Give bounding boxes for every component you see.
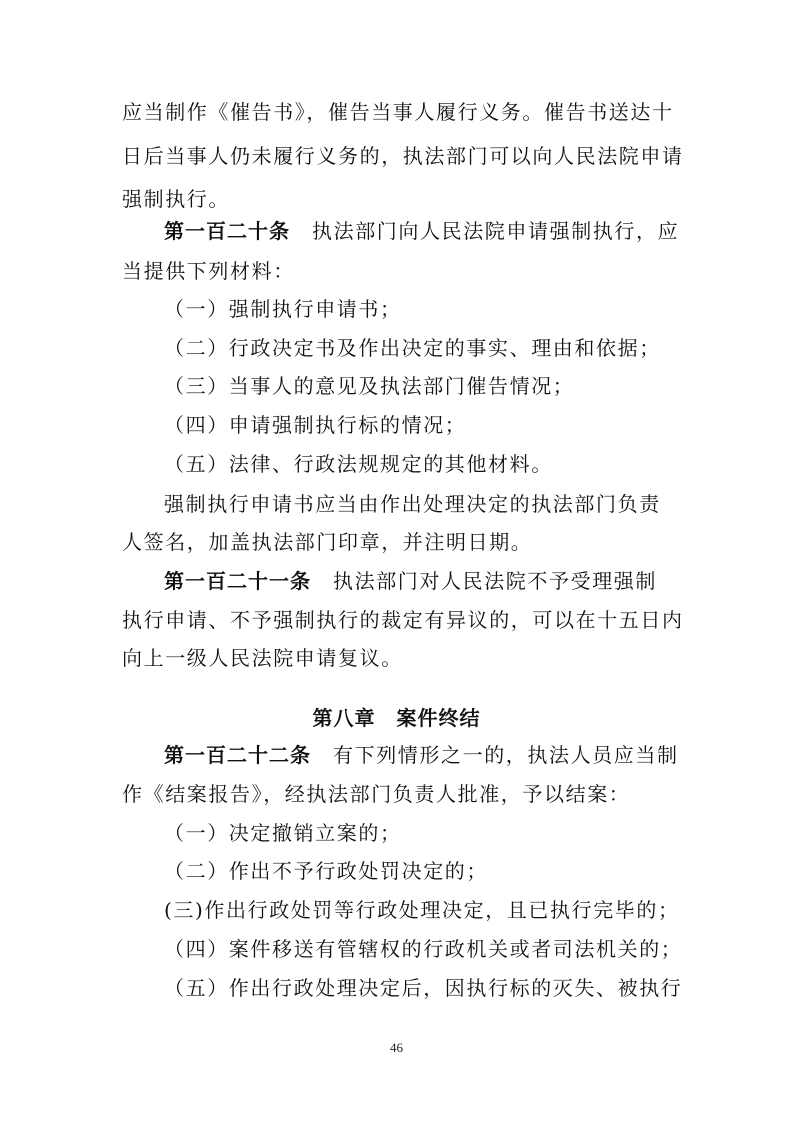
article-122-line [164,740,684,770]
article-120-line [164,216,684,246]
paragraph-line: 应当制作《催告书》，催告当事人履行义务。催告书送达十 [122,100,674,124]
list-item: （五）法律、行政法规规定的其他材料。 [164,452,553,476]
list-item: （五）作出行政处理决定后，因执行标的灭失、被执行 [164,976,683,1000]
list-item: (三)作出行政处罚等行政处理决定，且已执行完毕的； [164,898,680,922]
list-item: （二）作出不予行政处罚决定的； [164,859,488,883]
list-item: （三）当事人的意见及执法部门催告情况； [164,374,575,398]
article-120-text: 执法部门向人民法院申请强制执行，应 [312,219,680,243]
page-number: 46 [390,1040,403,1055]
paragraph-line: 强制执行。 [122,187,230,211]
article-122-heading: 第一百二十二条 [164,743,311,767]
article-122-text: 有下列情形之一的，执法人员应当制 [333,743,679,767]
list-item: （四）申请强制执行标的情况； [164,413,467,437]
paragraph-line: 人签名，加盖执法部门印章，并注明日期。 [122,530,533,554]
article-121-heading: 第一百二十一条 [164,569,311,593]
list-item: （二）行政决定书及作出决定的事实、理由和依据； [164,336,661,360]
paragraph-line: 作《结案报告》，经执法部门负责人批准，予以结案： [122,782,631,806]
paragraph-line: 执行申请、不予强制执行的裁定有异议的，可以在十五日内 [122,608,684,632]
paragraph-line: 日后当事人仍未履行义务的，执法部门可以向人民法院申请 [122,144,684,168]
article-120-heading: 第一百二十条 [164,219,290,243]
chapter-heading: 第八章 案件终结 [312,706,481,730]
paragraph-line: 强制执行申请书应当由作出处理决定的执法部门负责 [164,492,661,516]
list-item: （一）强制执行申请书； [164,297,402,321]
article-121-line [164,566,684,596]
list-item: （一）决定撤销立案的； [164,821,402,845]
paragraph-line: 当提供下列材料： [122,259,295,283]
list-item: （四）案件移送有管辖权的行政机关或者司法机关的； [164,937,683,961]
article-121-text: 执法部门对人民法院不予受理强制 [333,569,657,593]
paragraph-line: 向上一级人民法院申请复议。 [122,646,403,670]
